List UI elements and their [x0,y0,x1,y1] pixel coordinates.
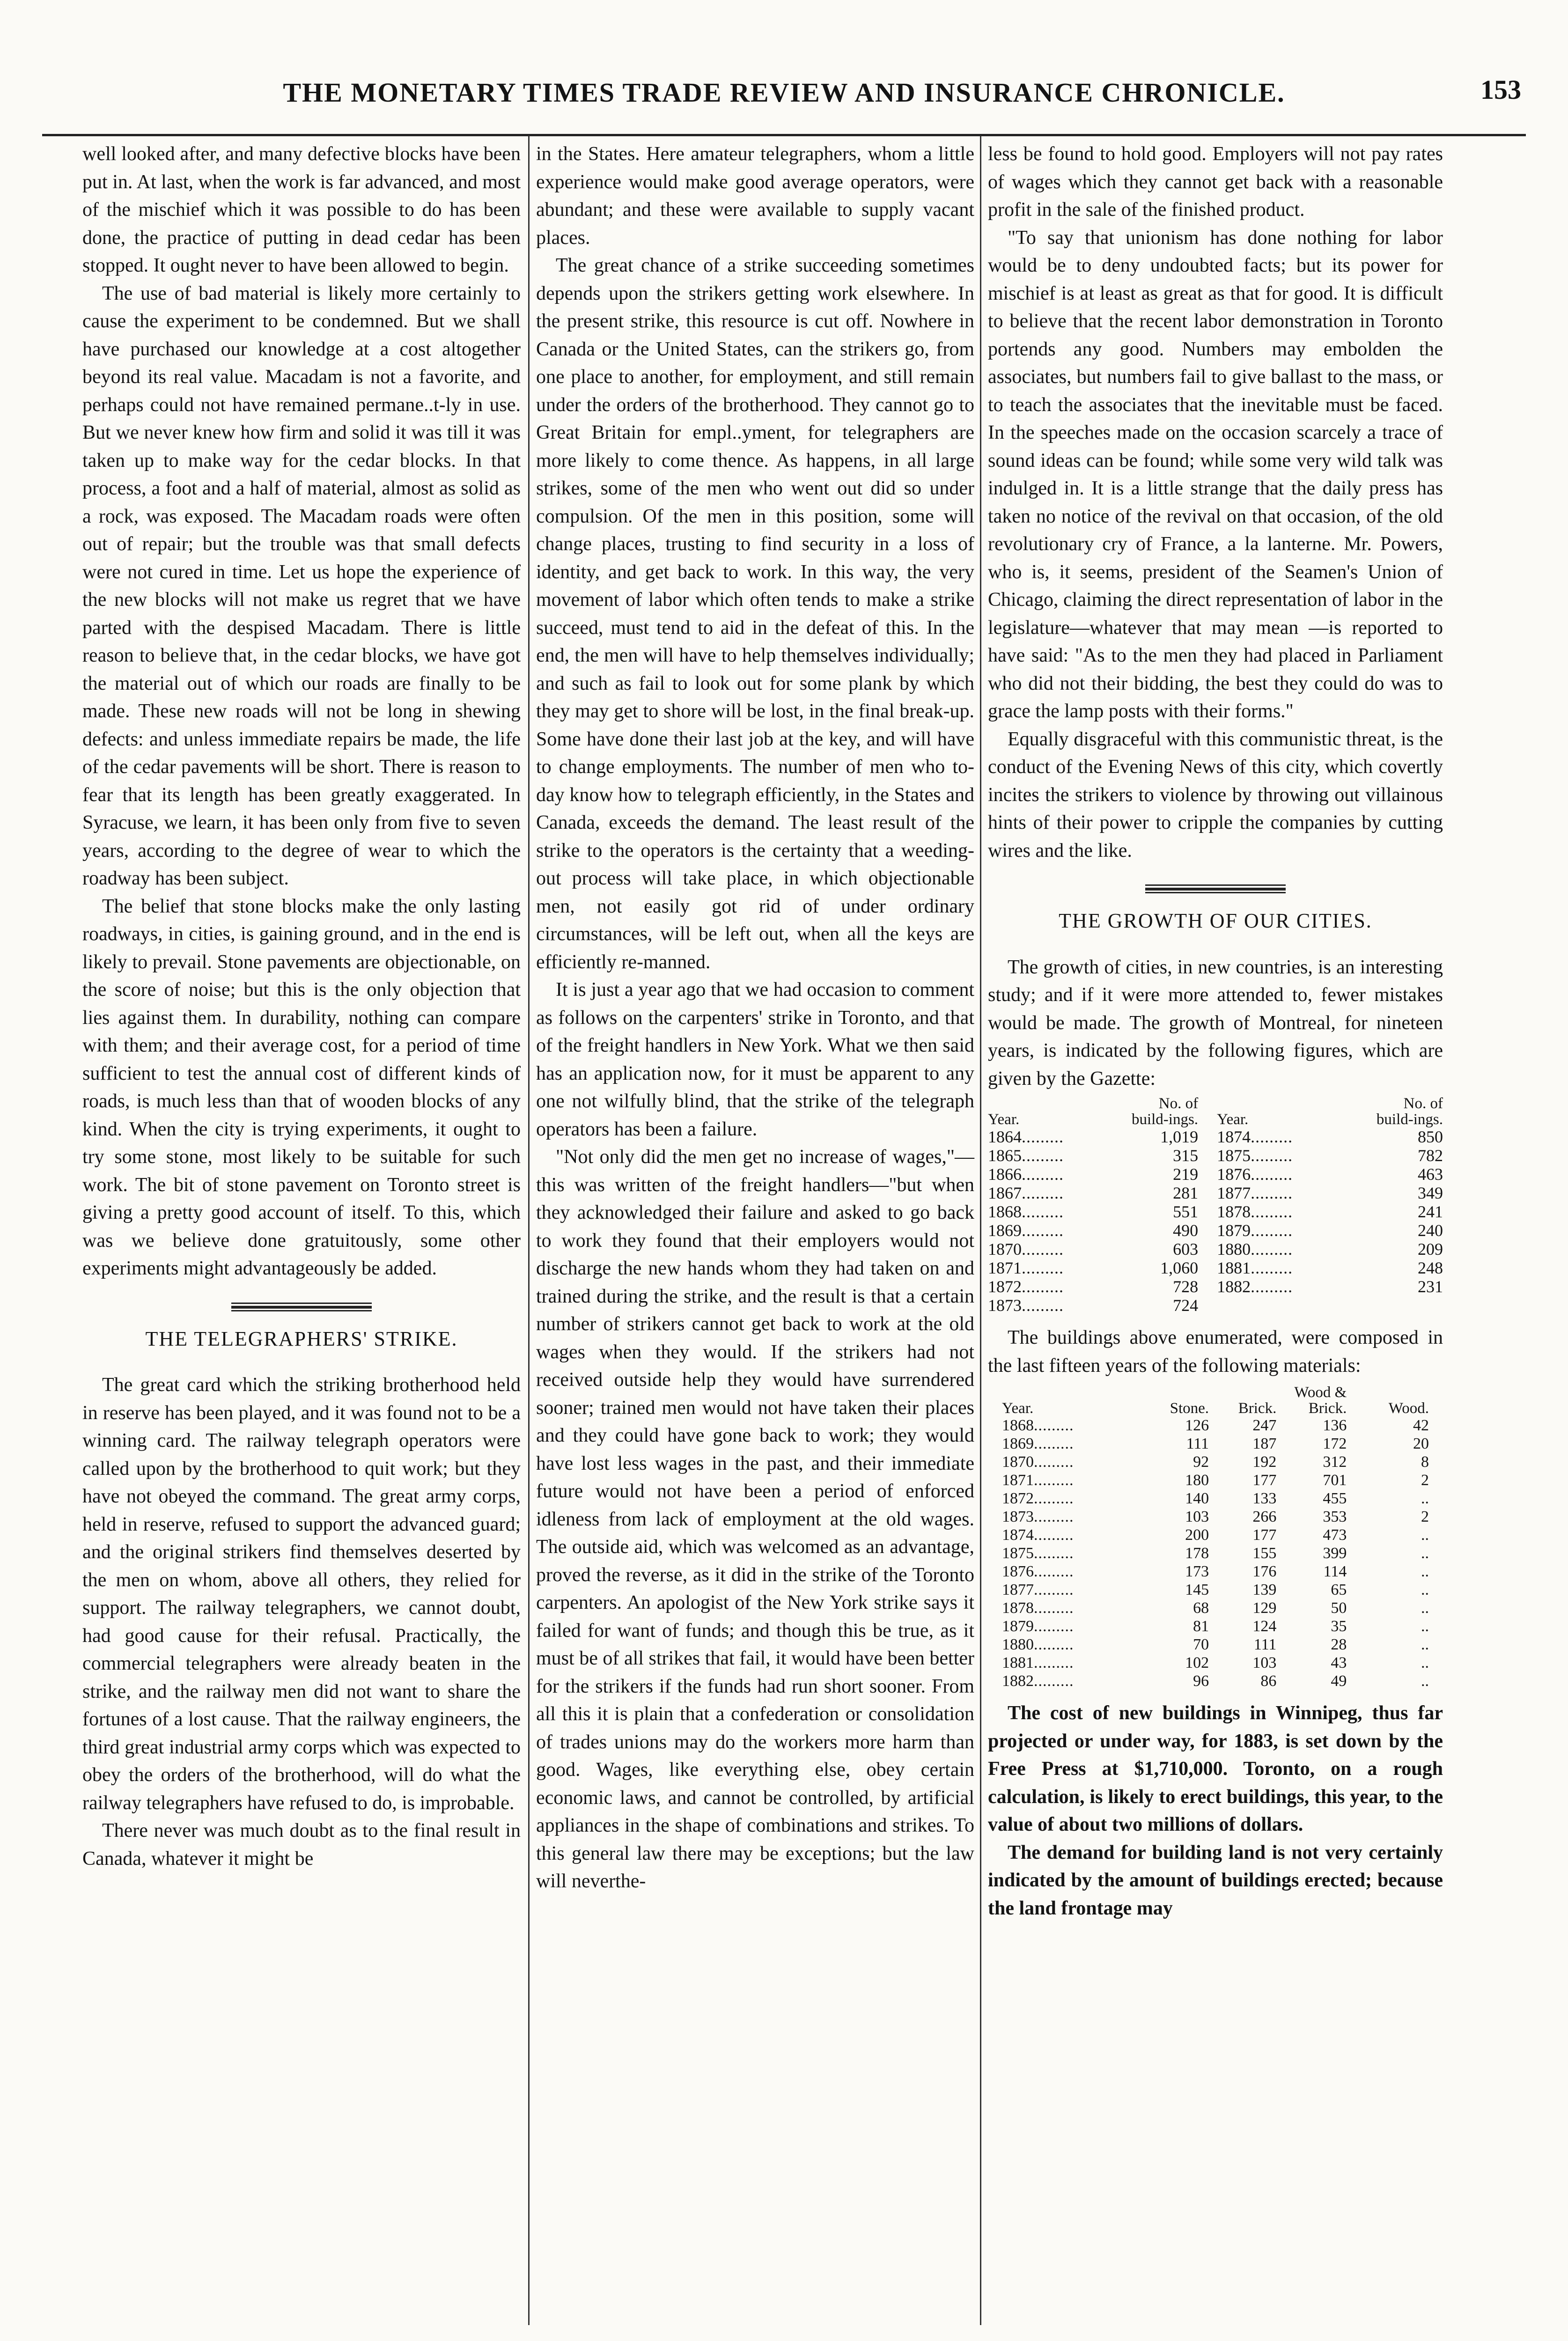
table-row [988,1435,1443,1453]
year-cell: 1877......... [1002,1581,1074,1598]
leader-dots: ......... [1034,1472,1074,1489]
table-header: No. of build-ings. [1131,1095,1199,1128]
value-cell: 551 [1173,1202,1199,1221]
value-cell: 490 [1173,1221,1199,1240]
value-cell: 139 [1252,1581,1277,1598]
paragraph: Equally disgraceful with this communistic threat, is the conduct of the Evening News of this city, which covertly incites the strikers to violence by throwing out villainous hints of their power to cripple the companies by cutting wires and the like. [988,728,1443,861]
paragraph: "Not only did the men get no increase of wages,"—this was written of the freight handlers—"but when they acknowledged their failure and asked to go back to work they found that their employers would not discharge the new hands whom they had taken on and trained during the strike, and the result is that a certain number of strikers cannot get back to work at the old wages when they would. If the strikers had not received outside help they would have surrendered sooner; trained men would not have taken their places and they could have gone back to work; they would have lost less wages in the past, and their immediate future would not have been a period of enforced idleness from lack of employment at the old wages. The outside aid, which was welcomed as an advantage, proved the reverse, as it did in the strike of the Toronto carpenters. An apologist of the New York strike says it failed for want of funds; and though this be true, as it must be of all strikes that fail, it would have been better for the strikers if the funds had run short sooner. From all this it is plain that a confederation or consolidation of trades unions may do the workers more harm than good. Wages, like everything else, obey certain economic laws, and cannot be controlled, by artificial appliances in the shape of combinations and strikes. To this general law there may be exceptions; but the law will neverthe- [536,1146,974,1892]
value-cell: 1,060 [1160,1259,1199,1277]
value-cell: 103 [1252,1654,1277,1671]
year-cell: 1877......... [1217,1184,1293,1202]
table-row [988,1581,1443,1599]
leader-dots: ......... [1022,1221,1064,1240]
value-cell: 111 [1253,1636,1277,1653]
value-cell: 111 [1186,1435,1209,1452]
value-cell [1373,1296,1443,1315]
value-cell: 192 [1252,1453,1277,1471]
table-header: Wood & Brick. [1294,1384,1347,1417]
page-number: 153 [1480,74,1521,105]
table-header: Year. [988,1111,1020,1128]
table-header: Stone. [1170,1400,1209,1417]
table-row [988,1526,1443,1544]
year-cell: 1880......... [1217,1240,1293,1259]
leader-dots: ......... [1022,1127,1064,1146]
column-divider [980,136,981,2325]
year-cell [1198,1296,1373,1315]
year-cell: 1871......... [988,1259,1064,1277]
leader-dots: ......... [1251,1277,1293,1296]
article-heading: THE TELEGRAPHERS' STRIKE. [145,1327,458,1350]
leader-dots: ......... [1034,1599,1074,1617]
leader-dots: ......... [1034,1672,1074,1690]
leader-dots: ......... [1034,1508,1074,1525]
leader-dots: ......... [1022,1259,1064,1277]
value-cell: 455 [1323,1490,1347,1507]
leader-dots: ......... [1034,1435,1074,1452]
table-header: Year. [1002,1400,1034,1417]
column-divider [528,136,530,2325]
table-row [988,1635,1443,1654]
year-cell: 1874......... [1002,1526,1074,1544]
section-rule-ornament [1145,883,1286,894]
paragraph: The great card which the striking brotherhood held in reserve has been played, and it was found not to be a winning card. The railway telegraph operators were called upon by the brotherhood to quit work; but they have not obeyed the command. The great army corps, held in reserve, refused to support the advanced guard; and the original strikers find themselves deserted by the men on whom, above all others, they relied for support. The railway telegraphers, we cannot doubt, had good cause for their refusal. Practically, the commercial telegraphers were already beaten in the strike, and the railway men did not want to share the fortunes of a lost cause. That the railway engineers, the third great industrial army corps which was expected to obey the orders of the brotherhood, will do what the railway telegraphers have refused to do, is improbable. [82,1374,521,1814]
paragraph: The use of bad material is likely more certainly to cause the experiment to be condemned. But we shall have purchased our knowledge at a cost altogether beyond its real value. Macadam is not a favorite, and perhaps could not have remained permane..t-ly in use. But we never knew how firm and solid it was till it was taken up to make way for the cedar blocks. In that process, a foot and a half of material, almost as solid as a rock, was exposed. The Macadam roads were often out of repair; but the trouble was that small defects were not cured in time. Let us hope the experience of the new blocks will not make us regret that we have parted with the despised Macadam. There is little reason to believe that, in the cedar blocks, we have got the material out of which our roads are finally to be made. These new roads will not be long in shewing defects: and unless immediate repairs be made, the life of the cedar pavements will be short. There is reason to fear that its length has been greatly exaggerated. In Syracuse, we learn, it has been only from five to seven years, according to the degree of wear to which the roadway has been subject. [82,282,521,889]
year-cell: 1866......... [988,1165,1064,1184]
leader-dots: ......... [1034,1526,1074,1544]
year-cell: 1881......... [1217,1259,1293,1277]
value-cell: 86 [1260,1672,1277,1690]
table-row [988,1165,1443,1184]
value-cell: 247 [1252,1417,1277,1434]
leader-dots: ......... [1022,1184,1064,1202]
paragraph: There never was much doubt as to the final result in Canada, whatever it might be [82,1820,521,1870]
leader-dots: ......... [1022,1277,1064,1296]
paragraph: less be found to hold good. Employers will not pay rates of wages which they cannot get back with a reasonable profit in the sale of the finished product. [988,143,1443,221]
leader-dots: ......... [1034,1490,1074,1507]
materials-table [988,1384,1443,1690]
value-cell: 145 [1185,1581,1209,1598]
value-cell: 124 [1252,1618,1277,1635]
year-cell: 1868......... [988,1202,1064,1221]
value-cell: .. [1421,1636,1429,1653]
leader-dots: ......... [1022,1165,1064,1184]
value-cell: 172 [1323,1435,1347,1452]
year-cell: 1879......... [1217,1221,1293,1240]
year-cell: 1878......... [1002,1599,1074,1617]
value-cell: 200 [1185,1526,1209,1544]
montreal-buildings-table [988,1096,1443,1315]
paragraph: The belief that stone blocks make the only lasting roadways, in cities, is gaining ground, and in the end is likely to prevail. Stone pavements are objectionable, on the score of noise; but this is the only objection that lies against them. In durability, nothing can compare with them; and their average cost, for a period of time sufficient to test the annual cost of different kinds of roads, is much less than that of wooden blocks of any kind. When the city is trying experiments, it ought to try some stone, most likely to be suitable for such work. The bit of stone pavement on Toronto street is giving a pretty good account of itself. To this, which was we believe done gratuitously, some other experiments might advantageously be added. [82,895,521,1279]
leader-dots: ......... [1034,1618,1074,1635]
column-3 [988,140,1443,1922]
article-heading: THE GROWTH OF OUR CITIES. [1059,909,1372,932]
value-cell: .. [1421,1526,1429,1544]
year-cell: 1879......... [1002,1618,1074,1635]
paragraph: The buildings above enumerated, were composed in the last fifteen years of the following materials: [988,1327,1443,1377]
table-row [988,1296,1443,1315]
table-row [988,1599,1443,1617]
value-cell: .. [1421,1545,1429,1562]
value-cell: 65 [1331,1581,1347,1598]
paragraph: It is just a year ago that we had occasion to comment as follows on the carpenters' strike in Toronto, and that of the freight handlers in New York. What we then said has an application now, for it must be apparent to any one not wilfully blind, that the strike of the telegraph operators has been a failure. [536,979,974,1140]
value-cell: .. [1421,1581,1429,1598]
value-cell: 177 [1252,1526,1277,1544]
year-cell: 1872......... [988,1277,1064,1296]
paragraph: The growth of cities, in new countries, is an interesting study; and if it were more attended to, fewer mistakes would be made. The growth of Montreal, for nineteen years, is indicated by the following figures, which are given by the Gazette: [988,956,1443,1090]
value-cell: 850 [1418,1127,1443,1146]
year-cell: 1867......... [988,1184,1064,1202]
year-cell: 1876......... [1217,1165,1293,1184]
value-cell: 219 [1173,1165,1199,1184]
year-cell: 1871......... [1002,1472,1074,1489]
running-title: THE MONETARY TIMES TRADE REVIEW AND INSURANCE CHRONICLE. [283,77,1285,108]
value-cell: 35 [1331,1618,1347,1635]
value-cell: 240 [1418,1221,1443,1240]
leader-dots: ......... [1251,1184,1293,1202]
value-cell: 42 [1413,1417,1429,1434]
table-header: Brick. [1238,1400,1277,1417]
year-cell: 1869......... [988,1221,1064,1240]
value-cell: 103 [1185,1508,1209,1525]
leader-dots: ......... [1022,1146,1064,1165]
value-cell: .. [1421,1618,1429,1635]
leader-dots: ......... [1034,1417,1074,1434]
value-cell: .. [1421,1672,1429,1690]
year-cell: 1873......... [1002,1508,1074,1525]
value-cell: 701 [1323,1472,1347,1489]
value-cell: 180 [1185,1472,1209,1489]
table-header: No. of build-ings. [1376,1095,1443,1128]
value-cell: 81 [1193,1618,1209,1635]
year-cell: 1882......... [1217,1277,1293,1296]
table-row [988,1127,1443,1146]
value-cell: 724 [1173,1296,1199,1315]
value-cell: 349 [1418,1184,1443,1202]
leader-dots: ......... [1034,1636,1074,1653]
leader-dots: ......... [1251,1202,1293,1221]
leader-dots: ......... [1251,1127,1293,1146]
year-cell: 1868......... [1002,1417,1074,1434]
year-cell: 1876......... [1002,1563,1074,1580]
value-cell: 315 [1173,1146,1199,1165]
value-cell: 728 [1173,1277,1199,1296]
page-header [42,70,1526,122]
value-cell: 177 [1252,1472,1277,1489]
value-cell: 1,019 [1160,1127,1199,1146]
value-cell: 399 [1323,1545,1347,1562]
year-cell: 1865......... [988,1146,1064,1165]
table-row [988,1184,1443,1202]
leader-dots: ......... [1251,1165,1293,1184]
table-row [988,1259,1443,1277]
value-cell: 231 [1418,1277,1443,1296]
year-cell: 1874......... [1217,1127,1293,1146]
value-cell: 187 [1252,1435,1277,1452]
section-rule-ornament [231,1302,372,1312]
year-cell: 1869......... [1002,1435,1074,1452]
paragraph: The demand for building land is not very certainly indicated by the amount of buildings erected; because the land frontage may [988,1841,1443,1919]
value-cell: .. [1421,1599,1429,1617]
table-row [988,1654,1443,1672]
table-row [988,1471,1443,1489]
value-cell: 49 [1331,1672,1347,1690]
column-1 [82,140,521,1873]
value-cell: .. [1421,1563,1429,1580]
value-cell: 782 [1418,1146,1443,1165]
value-cell: 155 [1252,1545,1277,1562]
value-cell: 102 [1185,1654,1209,1671]
table-row [988,1544,1443,1562]
value-cell: 92 [1193,1453,1209,1471]
table-row [988,1672,1443,1690]
value-cell: 126 [1185,1417,1209,1434]
leader-dots: ......... [1034,1545,1074,1562]
table-row [988,1453,1443,1471]
value-cell: 176 [1252,1563,1277,1580]
leader-dots: ......... [1034,1563,1074,1580]
value-cell: 173 [1185,1563,1209,1580]
paragraph: well looked after, and many defective blocks have been put in. At last, when the work is far advanced, and most of the mischief which it was possible to do has been done, the practice of putting in dead cedar has been stopped. It ought never to have been allowed to begin. [82,143,521,276]
year-cell: 1872......... [1002,1490,1074,1507]
year-cell: 1875......... [1002,1545,1074,1562]
leader-dots: ......... [1251,1259,1293,1277]
value-cell: 50 [1331,1599,1347,1617]
value-cell: 241 [1418,1202,1443,1221]
table-row [988,1146,1443,1165]
value-cell: 129 [1252,1599,1277,1617]
value-cell: 96 [1193,1672,1209,1690]
value-cell: 178 [1185,1545,1209,1562]
table-header: Year. [1217,1111,1249,1128]
paragraph: "To say that unionism has done nothing for labor would be to deny undoubted facts; but its power for mischief is at least as great as that for good. It is difficult to believe that the recent labor demonstration in Toronto portends any good. Numbers may embolden the associates, but numbers fail to give ballast to the mass, or to teach the associates that the inevitable must be faced. In the speeches made on the occasion scarcely a trace of sound ideas can be found; while some very wild talk was indulged in. It is a little strange that the daily press has taken no notice of the revival on that occasion, of the old revolutionary cry of France, a la lanterne. Mr. Powers, who is, it seems, president of the Seamen's Union of Chicago, claiming the direct representation of labor in the legislature—whatever that may mean —is reported to have said: "As to the men they had placed in Parliament who did not their bidding, the best they could do was to grace the lamp posts with their forms." [988,227,1443,722]
leader-dots: ......... [1022,1240,1064,1259]
leader-dots: ......... [1022,1202,1064,1221]
year-cell: 1870......... [988,1240,1064,1259]
value-cell: 603 [1173,1240,1199,1259]
leader-dots: ......... [1251,1146,1293,1165]
year-cell: 1875......... [1217,1146,1293,1165]
leader-dots: ......... [1022,1296,1064,1315]
year-cell: 1864......... [988,1127,1064,1146]
table-row [988,1562,1443,1581]
table-row [988,1202,1443,1221]
leader-dots: ......... [1034,1654,1074,1671]
value-cell: 463 [1418,1165,1443,1184]
table-row [988,1508,1443,1526]
year-cell: 1880......... [1002,1636,1074,1653]
year-cell: 1878......... [1217,1202,1293,1221]
value-cell: 68 [1193,1599,1209,1617]
header-rule [42,134,1526,136]
paragraph: The cost of new buildings in Winnipeg, thus far projected or under way, for 1883, is set down by the Free Press at $1,710,000. Toronto, on a rough calculation, is likely to erect buildings, this year, to the value of about two millions of dollars. [988,1702,1443,1835]
value-cell: 473 [1323,1526,1347,1544]
year-cell: 1882......... [1002,1672,1074,1690]
value-cell: 281 [1173,1184,1199,1202]
value-cell: 20 [1413,1435,1429,1452]
leader-dots: ......... [1251,1221,1293,1240]
year-cell: 1881......... [1002,1654,1074,1671]
leader-dots: ......... [1034,1581,1074,1598]
value-cell: 28 [1331,1636,1347,1653]
paragraph: The great chance of a strike succeeding sometimes depends upon the strikers getting work elsewhere. In the present strike, this resource is cut off. Nowhere in Canada or the United States, can the strikers go, from one place to another, for employment, and still remain under the orders of the brotherhood. They cannot go to Great Britain for empl..yment, for telegraphers are more likely to come thence. As happens, in all large strikes, some of the men who went out did so under compulsion. Of the men in this position, some will change places, trusting to find security in a loss of identity, and get back to work. In this way, the very movement of labor which often tends to make a strike succeed, must tend to aid in the defeat of this. In the end, the men will have to help themselves individually; and such as fail to look out for some plank by which they may get to shore will be lost, in the final break-up. Some have done their last job at the key, and will have to change employments. The number of men who to-day know how to telegraph efficiently, in the States and Canada, exceeds the demand. The least result of the strike to the operators is the certainty that a weeding-out process will take place, in which objectionable men, not easily got rid of under ordinary circumstances, will be left out, when all the keys are efficiently re-manned. [536,255,974,973]
leader-dots: ......... [1251,1240,1293,1259]
table-row [988,1416,1443,1435]
column-2 [536,140,974,1896]
year-cell: 1873......... [988,1296,1064,1315]
value-cell: 209 [1418,1240,1443,1259]
value-cell: 8 [1421,1453,1429,1471]
table-row [988,1221,1443,1240]
value-cell: 312 [1323,1453,1347,1471]
value-cell: .. [1421,1490,1429,1507]
value-cell: 2 [1421,1508,1429,1525]
value-cell: 70 [1193,1636,1209,1653]
table-row [988,1277,1443,1296]
value-cell: 133 [1252,1490,1277,1507]
value-cell: 114 [1323,1563,1347,1580]
value-cell: 2 [1421,1472,1429,1489]
table-row [988,1489,1443,1508]
value-cell: 353 [1323,1508,1347,1525]
value-cell: 266 [1252,1508,1277,1525]
value-cell: 248 [1418,1259,1443,1277]
value-cell: 136 [1323,1417,1347,1434]
leader-dots: ......... [1034,1453,1074,1471]
value-cell: .. [1421,1654,1429,1671]
year-cell: 1870......... [1002,1453,1074,1471]
value-cell: 43 [1331,1654,1347,1671]
paragraph: in the States. Here amateur telegraphers, whom a little experience would make good average operators, were abundant; and these were available to supply vacant places. [536,143,974,249]
table-row [988,1617,1443,1635]
table-row [988,1240,1443,1259]
table-header: Wood. [1388,1400,1429,1417]
value-cell: 140 [1185,1490,1209,1507]
